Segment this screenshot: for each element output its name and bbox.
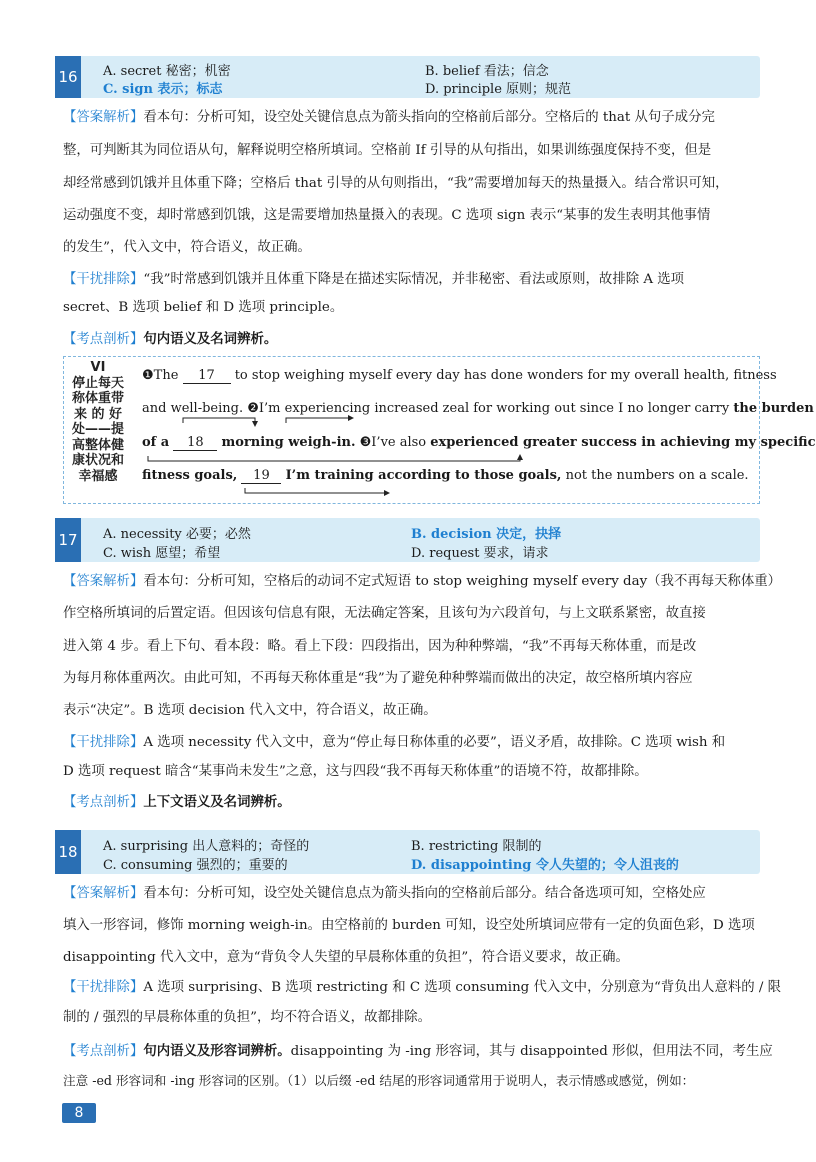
analysis-line: 却经常感到饥饿并且体重下降；空格后 that 引导的从句则指出，“我”需要增加每天的热量摄入。结合常识可知，	[63, 176, 729, 191]
option-a: A. secret 秘密；机密	[103, 64, 231, 79]
point-tag: 【考点剖析】	[63, 795, 144, 810]
option-b: B. restricting 限制的	[411, 839, 542, 854]
question-18-options	[55, 830, 760, 874]
passage-line: of a 18 morning weigh-in. ❸I’ve also experienced greater success in achieving my specific	[142, 435, 816, 450]
analysis-line: 运动强度不变，却时常感到饥饿，这是需要增加热量摄入的表现。C 选项 sign 表示“某事的发生表明其他事情	[63, 208, 711, 223]
exclusion-line: 制的 / 强烈的早晨称体重的负担”，均不符合语义，故都排除。	[63, 1010, 432, 1025]
analysis-line: 【答案解析】看本句：分析可知，设空处关键信息点为箭头指向的空格前后部分。空格后的 that 从句子成分完	[63, 110, 715, 125]
option-b: B. belief 看法；信念	[425, 64, 549, 79]
analysis-line: 的发生”，代入文中，符合语义，故正确。	[63, 240, 311, 255]
option-c-correct: C. sign 表示；标志	[103, 82, 223, 97]
analysis-line: 表示“决定”。B 选项 decision 代入文中，符合语义，故正确。	[63, 703, 437, 718]
arrow-line	[148, 456, 520, 461]
point-line: 【考点剖析】上下文语义及名词辨析。	[63, 794, 291, 810]
analysis-line: 进入第 4 步。看上下句、看本段：略。看上下段：四段指出，因为种种弊端，“我”不再每天称体重，而是改	[63, 639, 697, 654]
passage-side-label: VI 停止每天 称体重带 来 的 好 处——提 高整体健 康状况和 幸福感	[71, 360, 124, 484]
option-c: C. consuming 强烈的；重要的	[103, 858, 288, 873]
exclusion-line: D 选项 request 暗含“某事尚未发生”之意，这与四段“我不再每天称体重”的语境不符，故都排除。	[63, 764, 648, 779]
exclusion-tag: 【干扰排除】	[63, 735, 144, 750]
analysis-line: 整，可判断其为同位语从句，解释说明空格所填词。空格前 If 引导的从句指出，如果训练强度保持不变，但是	[63, 143, 712, 158]
question-17-options	[55, 518, 760, 562]
arrow-line	[183, 418, 255, 425]
exclusion-line: 【干扰排除】A 选项 necessity 代入文中，意为“停止每日称体重的必要”，语义矛盾，故排除。C 选项 wish 和	[63, 735, 726, 750]
passage-line: and well-being. ❷I’m experiencing increased zeal for working out since I no longer carry the burden	[142, 401, 814, 416]
option-a: A. surprising 出人意料的；奇怪的	[103, 839, 310, 854]
option-d-correct: D. disappointing 令人失望的；令人沮丧的	[411, 858, 679, 873]
page-number: 8	[62, 1103, 96, 1123]
question-number: 17	[55, 518, 81, 562]
passage-line: fitness goals, 19 I’m training according to those goals, not the numbers on a scale.	[142, 468, 749, 483]
analysis-line: disappointing 代入文中，意为“背负令人失望的早晨称体重的负担”，符合语义要求，故正确。	[63, 950, 629, 965]
exclusion-tag: 【干扰排除】	[63, 272, 144, 287]
arrow-head	[252, 421, 258, 427]
analysis-tag: 【答案解析】	[63, 110, 144, 125]
question-number: 18	[55, 830, 81, 874]
option-d: D. request 要求，请求	[411, 546, 549, 561]
analysis-line: 为每月称体重两次。由此可知，不再每天称体重是“我”为了避免种种弊端而做出的决定，故空格所填内容应	[63, 671, 693, 686]
blank-18: 18	[173, 435, 217, 451]
analysis-tag: 【答案解析】	[63, 574, 144, 589]
option-c: C. wish 愿望；希望	[103, 546, 221, 561]
exclusion-line: 【干扰排除】A 选项 surprising、B 选项 restricting 和 C 选项 consuming 代入文中，分别意为“背负出人意料的 / 限	[63, 980, 782, 995]
question-number: 16	[55, 56, 81, 98]
exclusion-line: 【干扰排除】“我”时常感到饥饿并且体重下降是在描述实际情况，并非秘密、看法或原则，故排除 A 选项	[63, 272, 685, 287]
point-line: 【考点剖析】句内语义及名词辨析。	[63, 331, 278, 347]
option-d: D. principle 原则；规范	[425, 82, 572, 97]
analysis-tag: 【答案解析】	[63, 886, 144, 901]
arrow-line	[286, 418, 350, 423]
point-tag: 【考点剖析】	[63, 1044, 144, 1059]
blank-19: 19	[241, 468, 281, 484]
blank-17: 17	[183, 368, 231, 384]
arrow-head	[348, 415, 354, 421]
analysis-line: 【答案解析】看本句：分析可知，设空处关键信息点为箭头指向的空格前后部分。结合备选项可知，空格处应	[63, 886, 706, 901]
analysis-line: 作空格所填词的后置定语。但因该句信息有限，无法确定答案，且该句为六段首句，与上文联系紧密，故直接	[63, 606, 706, 621]
option-b-correct: B. decision 决定，抉择	[411, 527, 562, 542]
point-line: 注意 -ed 形容词和 -ing 形容词的区别。（1）以后缀 -ed 结尾的形容词通常用于说明人，表示情感或感觉，例如：	[63, 1073, 695, 1088]
option-a: A. necessity 必要；必然	[103, 527, 251, 542]
exclusion-tag: 【干扰排除】	[63, 980, 144, 995]
arrow-head	[384, 490, 390, 496]
passage-line: ❶The 17 to stop weighing myself every day has done wonders for my overall health, fitness	[142, 368, 777, 383]
arrow-line	[245, 488, 385, 493]
arrow-head	[517, 454, 523, 460]
point-tag: 【考点剖析】	[63, 332, 144, 347]
point-line: 【考点剖析】句内语义及形容词辨析。disappointing 为 -ing 形容词，其与 disappointed 形似，但用法不同，考生应	[63, 1043, 773, 1059]
exclusion-line: secret、B 选项 belief 和 D 选项 principle。	[63, 300, 344, 315]
analysis-line: 【答案解析】看本句：分析可知，空格后的动词不定式短语 to stop weighing myself every day（我不再每天称体重）	[63, 574, 782, 589]
analysis-line: 填入一形容词，修饰 morning weigh-in。由空格前的 burden 可知，设空处所填词应带有一定的负面色彩，D 选项	[63, 918, 755, 933]
